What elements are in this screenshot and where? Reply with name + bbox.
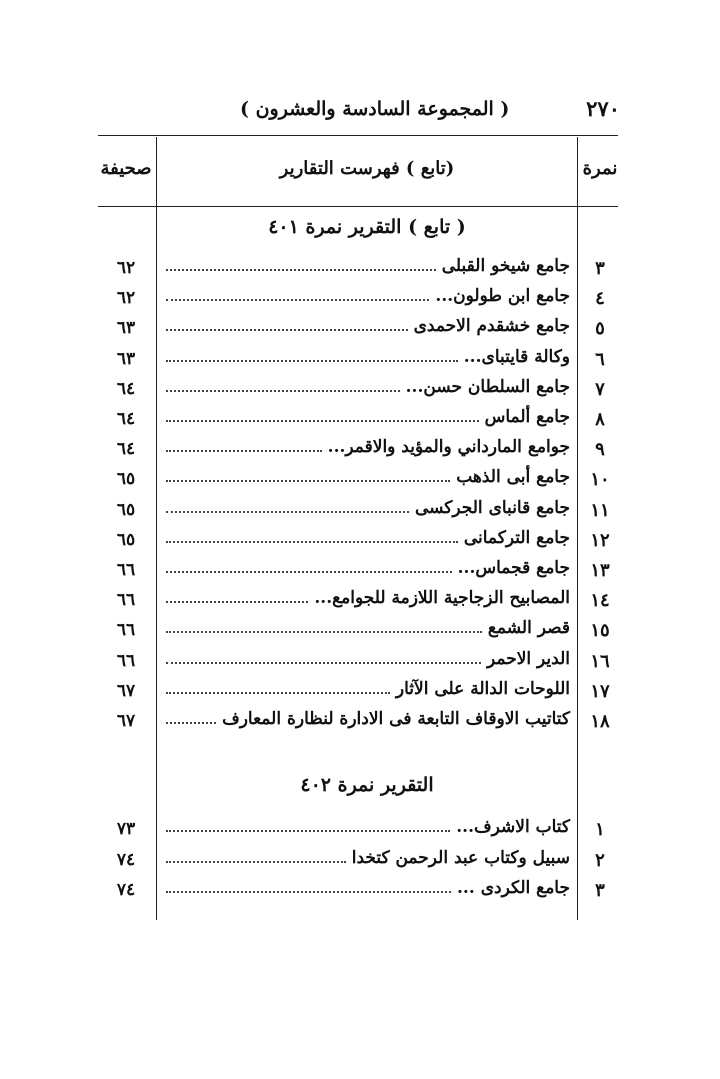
entry-number: ٩ xyxy=(595,439,605,461)
entry-title: جامع شيخو القبلى xyxy=(441,256,570,276)
running-title: ( المجموعة السادسة والعشرون ) xyxy=(240,98,510,120)
table-row xyxy=(98,679,620,709)
table-row xyxy=(98,618,620,648)
column-header-number: نمرة xyxy=(582,158,618,179)
entry-number: ١٧ xyxy=(590,680,610,702)
dot-leader xyxy=(166,630,482,633)
dot-leader xyxy=(166,298,429,301)
entry-page: ٧٤ xyxy=(116,880,136,900)
entry-page: ٧٤ xyxy=(116,849,136,870)
entry-line xyxy=(166,498,570,524)
dot-leader xyxy=(166,860,346,863)
entry-line xyxy=(166,256,570,282)
dot-leader xyxy=(166,510,409,513)
table-row xyxy=(98,407,620,437)
entry-line xyxy=(166,709,570,735)
entry-title: اللوحات الدالة على الآثار xyxy=(395,678,570,699)
table-row xyxy=(98,878,620,908)
entry-page: ٦٦ xyxy=(116,560,136,580)
entry-number: ١٨ xyxy=(590,711,610,732)
entry-title: جامع قانباى الجركسى xyxy=(414,497,570,518)
dot-leader xyxy=(166,691,390,694)
dot-leader xyxy=(166,540,458,543)
entry-number: ١٢ xyxy=(590,529,610,551)
entry-number: ٤ xyxy=(595,288,605,310)
table-row xyxy=(98,558,620,588)
entry-line xyxy=(166,588,570,614)
table-row xyxy=(98,817,620,847)
entry-number: ٦ xyxy=(595,348,605,370)
entry-page: ٦٦ xyxy=(116,620,136,641)
entry-title: جامع خشقدم الاحمدى xyxy=(413,316,570,337)
entry-line xyxy=(166,649,570,675)
entry-title: وكالة قايتباى... xyxy=(463,346,570,367)
entry-number: ١٦ xyxy=(590,650,610,672)
entry-title: جامع الكردى ... xyxy=(457,878,570,898)
entry-page: ٦٦ xyxy=(116,590,136,611)
entry-number: ١١ xyxy=(590,499,610,521)
entry-title: جوامع المارداني والمؤيد والاقمر... xyxy=(327,437,570,458)
entry-number: ١ xyxy=(595,819,605,840)
entry-page: ٦٧ xyxy=(116,680,136,701)
entry-page: ٦٧ xyxy=(116,711,136,731)
entry-line xyxy=(166,316,570,342)
table-row xyxy=(98,347,620,377)
dot-leader xyxy=(166,570,452,573)
dot-leader xyxy=(166,661,481,664)
page-header xyxy=(240,96,620,126)
entry-title: جامع أبى الذهب xyxy=(456,467,570,488)
section-title-401: ( تابع ) التقرير نمرة ٤٠١ xyxy=(268,216,466,238)
entry-title: كتاتيب الاوقاف التابعة فى الادارة لنظارة المعارف xyxy=(222,709,570,729)
table-row xyxy=(98,256,620,286)
entry-page: ٦٥ xyxy=(116,469,136,490)
table-row xyxy=(98,588,620,618)
dot-leader xyxy=(166,600,308,603)
entry-number: ٥ xyxy=(595,318,605,340)
entry-title: قصر الشمع xyxy=(487,618,570,639)
table-row xyxy=(98,649,620,679)
dot-leader xyxy=(166,359,458,362)
dot-leader xyxy=(166,268,436,271)
entry-line xyxy=(166,437,570,463)
table-top-rule xyxy=(98,135,618,136)
entry-page: ٦٤ xyxy=(116,378,136,399)
table-row xyxy=(98,467,620,497)
entry-page: ٦٥ xyxy=(116,499,136,520)
dot-leader xyxy=(166,389,400,392)
table-row xyxy=(98,528,620,558)
table-header-rule xyxy=(98,206,618,207)
entry-number: ١٥ xyxy=(590,620,610,642)
dot-leader xyxy=(166,890,451,893)
entry-line xyxy=(166,467,570,493)
entry-page: ٦٣ xyxy=(116,318,136,339)
section-title-402: التقرير نمرة ٤٠٢ xyxy=(300,774,434,796)
entry-line xyxy=(166,878,570,904)
dot-leader xyxy=(166,479,450,482)
entry-line xyxy=(166,558,570,584)
entry-page: ٦٣ xyxy=(116,348,136,369)
dot-leader xyxy=(166,721,216,724)
entry-number: ٨ xyxy=(595,409,605,430)
entry-line xyxy=(166,286,570,312)
entry-title: جامع السلطان حسن... xyxy=(405,376,570,397)
page-number: ٢٧٠ xyxy=(586,96,620,121)
table-row xyxy=(98,709,620,739)
table-row xyxy=(98,437,620,467)
entry-title: جامع ألماس xyxy=(484,407,570,427)
entry-page: ٦٢ xyxy=(116,258,136,278)
entry-page: ٦٤ xyxy=(116,409,136,429)
entry-number: ١٤ xyxy=(590,590,610,612)
table-row xyxy=(98,377,620,407)
entry-number: ١٣ xyxy=(590,560,610,581)
entry-page: ٦٦ xyxy=(116,650,136,671)
entry-title: جامع التركمانى xyxy=(463,527,570,548)
table-row xyxy=(98,286,620,316)
entry-title: كتاب الاشرف... xyxy=(456,817,570,837)
entry-number: ١٠ xyxy=(590,469,610,491)
entry-line xyxy=(166,377,570,403)
entry-page: ٦٢ xyxy=(116,288,136,309)
entry-line xyxy=(166,407,570,433)
entry-title: المصابيح الزجاجية اللازمة للجوامع... xyxy=(314,588,570,609)
entry-line xyxy=(166,817,570,843)
entry-page: ٧٣ xyxy=(116,819,136,839)
entry-line xyxy=(166,347,570,373)
table-row xyxy=(98,316,620,346)
dot-leader xyxy=(166,328,408,331)
entry-page: ٦٥ xyxy=(116,529,136,550)
entry-title: جامع قجماس... xyxy=(457,558,570,578)
dot-leader xyxy=(166,829,450,832)
entry-number: ٢ xyxy=(595,849,605,871)
entry-line xyxy=(166,618,570,644)
entry-title: سبيل وكتاب عبد الرحمن كتخدا xyxy=(351,847,570,868)
column-header-title: (تابع ) فهرست التقارير xyxy=(279,158,455,179)
entry-number: ٣ xyxy=(595,258,605,279)
entry-title: جامع ابن طولون... xyxy=(435,286,570,307)
dot-leader xyxy=(166,419,479,422)
table-row xyxy=(98,848,620,878)
entry-line xyxy=(166,528,570,554)
entry-number: ٣ xyxy=(595,880,605,901)
entry-line xyxy=(166,848,570,874)
entry-line xyxy=(166,679,570,705)
entry-title: الدير الاحمر xyxy=(487,648,570,669)
entry-number: ٧ xyxy=(595,378,605,400)
column-header-page: صحيفة xyxy=(100,158,152,179)
dot-leader xyxy=(166,449,322,452)
entry-page: ٦٤ xyxy=(116,439,136,460)
table-row xyxy=(98,498,620,528)
